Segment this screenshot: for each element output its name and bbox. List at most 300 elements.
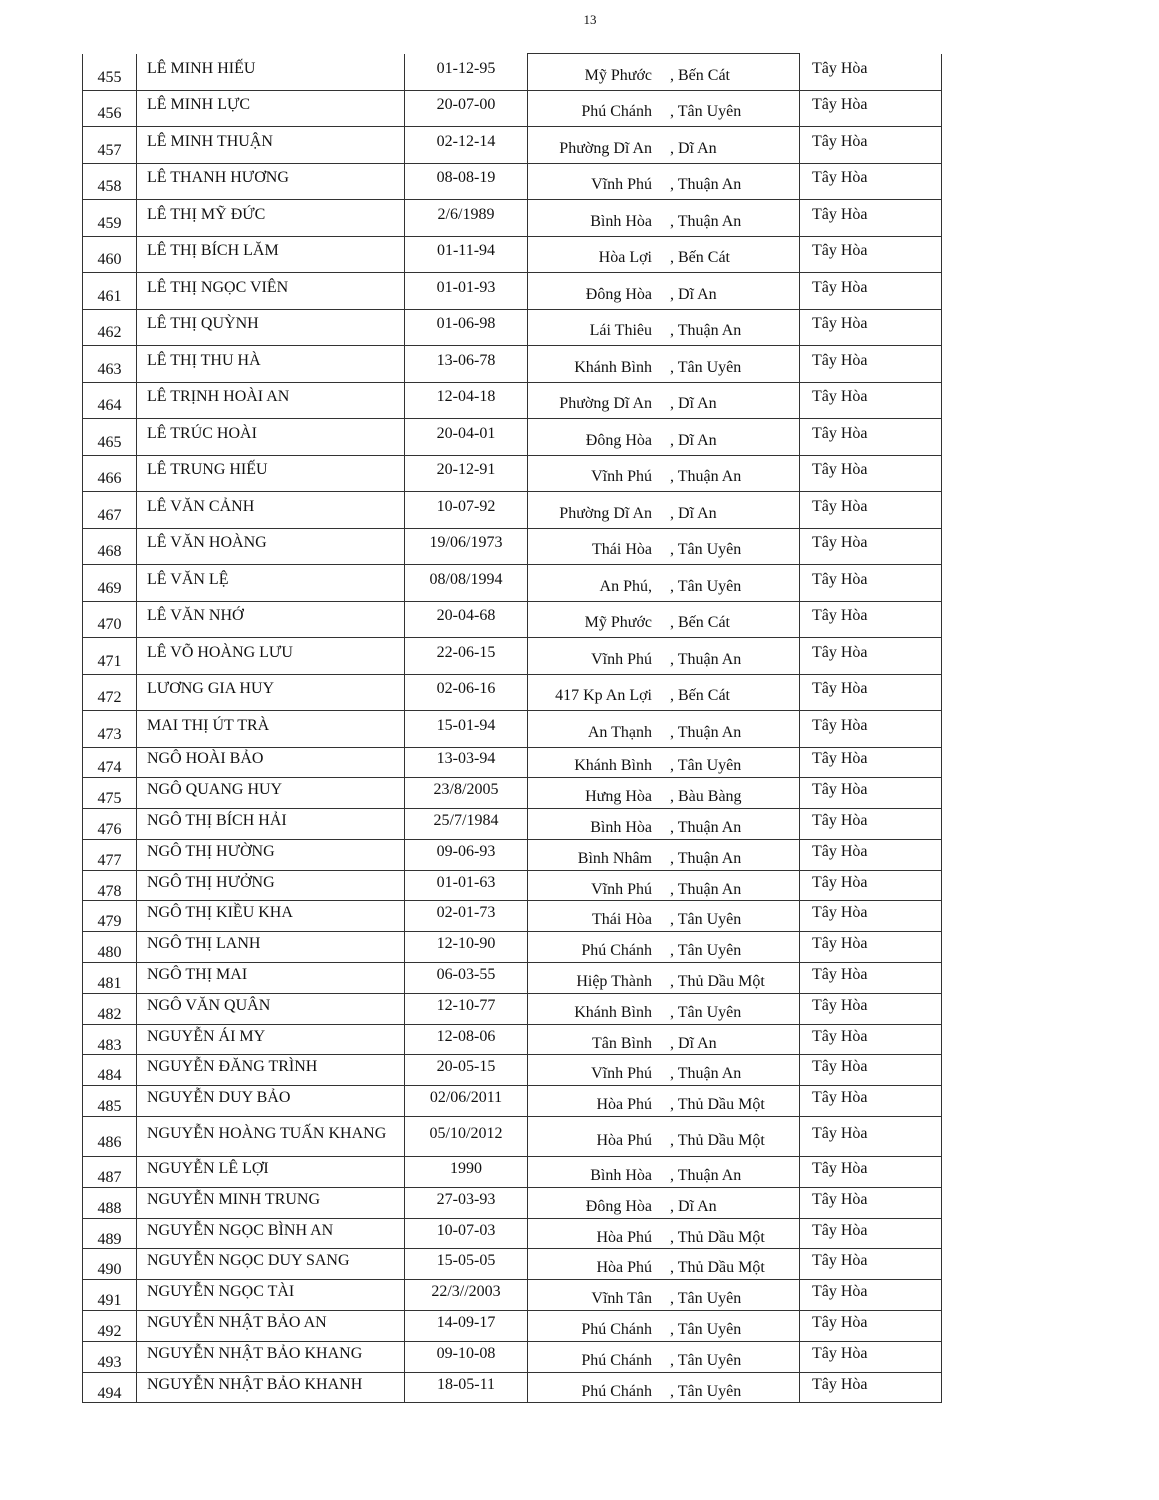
roster-table bbox=[82, 53, 942, 1403]
area-name: Tây Hòa bbox=[800, 163, 942, 200]
ward-name: Vĩnh Tân bbox=[591, 1290, 652, 1308]
date-of-birth: 27-03-93 bbox=[405, 1187, 528, 1218]
table-row bbox=[83, 200, 942, 237]
address-cell bbox=[528, 1157, 800, 1188]
area-name: Tây Hòa bbox=[800, 963, 942, 994]
address-cell bbox=[528, 747, 800, 778]
address-cell bbox=[528, 778, 800, 809]
address-cell bbox=[528, 309, 800, 346]
table-row bbox=[83, 638, 942, 675]
district-name: , Bàu Bàng bbox=[670, 788, 742, 806]
date-of-birth: 10-07-03 bbox=[405, 1218, 528, 1249]
table-row bbox=[83, 382, 942, 419]
full-name: LÊ VÕ HOÀNG LƯU bbox=[137, 638, 405, 675]
address-cell bbox=[528, 809, 800, 840]
page-number: 13 bbox=[583, 12, 597, 27]
address-cell bbox=[528, 273, 800, 310]
date-of-birth: 1990 bbox=[405, 1157, 528, 1188]
full-name: NGÔ THỊ HƯỞNG bbox=[137, 870, 405, 901]
address bbox=[528, 242, 799, 266]
row-number: 473 bbox=[83, 711, 137, 748]
full-name: LÊ VĂN HOÀNG bbox=[137, 528, 405, 565]
full-name: NGUYỄN LÊ LỢI bbox=[137, 1157, 405, 1188]
row-number: 486 bbox=[83, 1117, 137, 1157]
address-cell bbox=[528, 1024, 800, 1055]
district-name: , Tân Uyên bbox=[670, 1351, 742, 1369]
district-name: , Thủ Dầu Một bbox=[670, 1259, 765, 1277]
district-name: , Dĩ An bbox=[670, 431, 717, 449]
area-name: Tây Hòa bbox=[800, 127, 942, 164]
area-name: Tây Hòa bbox=[800, 492, 942, 529]
address-cell bbox=[528, 200, 800, 237]
table-row bbox=[83, 1311, 942, 1342]
address bbox=[528, 904, 799, 928]
table-row bbox=[83, 1341, 942, 1372]
address bbox=[528, 206, 799, 230]
full-name: LÊ THỊ QUỲNH bbox=[137, 309, 405, 346]
date-of-birth: 01-12-95 bbox=[405, 54, 528, 91]
table-row bbox=[83, 236, 942, 273]
district-name: , Bến Cát bbox=[670, 66, 730, 84]
area-name: Tây Hòa bbox=[800, 1055, 942, 1086]
full-name: NGÔ THỊ LANH bbox=[137, 932, 405, 963]
district-name: , Thủ Dầu Một bbox=[670, 1131, 765, 1149]
district-name: , Tân Uyên bbox=[670, 1003, 742, 1021]
row-number: 478 bbox=[83, 870, 137, 901]
address-cell bbox=[528, 1249, 800, 1280]
full-name: LÊ THANH HƯƠNG bbox=[137, 163, 405, 200]
area-name: Tây Hòa bbox=[800, 1117, 942, 1157]
district-name: , Bến Cát bbox=[670, 249, 730, 267]
address-cell bbox=[528, 382, 800, 419]
area-name: Tây Hòa bbox=[800, 1157, 942, 1188]
address bbox=[528, 1191, 799, 1215]
address bbox=[528, 1222, 799, 1246]
date-of-birth: 02/06/2011 bbox=[405, 1086, 528, 1117]
date-of-birth: 13-03-94 bbox=[405, 747, 528, 778]
address bbox=[528, 1058, 799, 1082]
address bbox=[528, 571, 799, 595]
area-name: Tây Hòa bbox=[800, 1341, 942, 1372]
ward-name: Vĩnh Phú bbox=[591, 468, 652, 486]
address-cell bbox=[528, 1117, 800, 1157]
date-of-birth: 01-06-98 bbox=[405, 309, 528, 346]
ward-name: Bình Nhâm bbox=[577, 849, 652, 867]
date-of-birth: 10-07-92 bbox=[405, 492, 528, 529]
address-cell bbox=[528, 1187, 800, 1218]
district-name: , Bến Cát bbox=[670, 687, 730, 705]
ward-name: Đông Hòa bbox=[585, 431, 652, 449]
table-row bbox=[83, 963, 942, 994]
date-of-birth: 01-01-63 bbox=[405, 870, 528, 901]
table-row bbox=[83, 901, 942, 932]
area-name: Tây Hòa bbox=[800, 1372, 942, 1403]
district-name: , Tân Uyên bbox=[670, 1290, 742, 1308]
full-name: NGUYỄN ĐĂNG TRÌNH bbox=[137, 1055, 405, 1086]
district-name: , Tân Uyên bbox=[670, 911, 742, 929]
table-row bbox=[83, 711, 942, 748]
ward-name: Mỹ Phước bbox=[584, 66, 652, 84]
address bbox=[528, 1089, 799, 1113]
ward-name: Hòa Phú bbox=[596, 1131, 652, 1149]
ward-name: Phường Dĩ An bbox=[559, 504, 652, 522]
row-number: 459 bbox=[83, 200, 137, 237]
date-of-birth: 02-12-14 bbox=[405, 127, 528, 164]
district-name: , Bến Cát bbox=[670, 614, 730, 632]
table-row bbox=[83, 455, 942, 492]
table-row bbox=[83, 309, 942, 346]
address-cell bbox=[528, 1341, 800, 1372]
date-of-birth: 06-03-55 bbox=[405, 963, 528, 994]
row-number: 470 bbox=[83, 601, 137, 638]
area-name: Tây Hòa bbox=[800, 870, 942, 901]
district-name: , Thủ Dầu Một bbox=[670, 972, 765, 990]
area-name: Tây Hòa bbox=[800, 1249, 942, 1280]
full-name: NGUYỄN NHẬT BẢO AN bbox=[137, 1311, 405, 1342]
ward-name: Vĩnh Phú bbox=[591, 880, 652, 898]
table-row bbox=[83, 492, 942, 529]
full-name: LÊ MINH THUẬN bbox=[137, 127, 405, 164]
date-of-birth: 01-01-93 bbox=[405, 273, 528, 310]
row-number: 479 bbox=[83, 901, 137, 932]
table-row bbox=[83, 1024, 942, 1055]
address-cell bbox=[528, 638, 800, 675]
full-name: NGUYỄN MINH TRUNG bbox=[137, 1187, 405, 1218]
date-of-birth: 13-06-78 bbox=[405, 346, 528, 383]
table-row bbox=[83, 1055, 942, 1086]
area-name: Tây Hòa bbox=[800, 1218, 942, 1249]
area-name: Tây Hòa bbox=[800, 638, 942, 675]
full-name: LÊ VĂN LỆ bbox=[137, 565, 405, 602]
address-cell bbox=[528, 674, 800, 711]
address bbox=[528, 680, 799, 704]
full-name: NGUYỄN NHẬT BẢO KHANH bbox=[137, 1372, 405, 1403]
full-name: LÊ THỊ MỸ ĐỨC bbox=[137, 200, 405, 237]
row-number: 492 bbox=[83, 1311, 137, 1342]
full-name: LÊ MINH LỰC bbox=[137, 90, 405, 127]
address bbox=[528, 874, 799, 898]
district-name: , Tân Uyên bbox=[670, 103, 742, 121]
date-of-birth: 01-11-94 bbox=[405, 236, 528, 273]
address-cell bbox=[528, 236, 800, 273]
area-name: Tây Hòa bbox=[800, 1086, 942, 1117]
full-name: MAI THỊ ÚT TRÀ bbox=[137, 711, 405, 748]
area-name: Tây Hòa bbox=[800, 1024, 942, 1055]
full-name: NGÔ THỊ HƯỜNG bbox=[137, 839, 405, 870]
row-number: 461 bbox=[83, 273, 137, 310]
area-name: Tây Hòa bbox=[800, 54, 942, 91]
row-number: 471 bbox=[83, 638, 137, 675]
ward-name: Hưng Hòa bbox=[585, 788, 652, 806]
address bbox=[528, 315, 799, 339]
ward-name: Đông Hòa bbox=[585, 1197, 652, 1215]
ward-name: Phú Chánh bbox=[581, 1351, 652, 1369]
row-number: 481 bbox=[83, 963, 137, 994]
table-row bbox=[83, 1187, 942, 1218]
address-cell bbox=[528, 492, 800, 529]
ward-name: 417 Kp An Lợi bbox=[555, 687, 652, 705]
district-name: , Tân Uyên bbox=[670, 942, 742, 960]
row-number: 460 bbox=[83, 236, 137, 273]
table-row bbox=[83, 1218, 942, 1249]
district-name: , Thuận An bbox=[670, 212, 742, 230]
address bbox=[528, 750, 799, 774]
full-name: LÊ MINH HIẾU bbox=[137, 54, 405, 91]
address-cell bbox=[528, 932, 800, 963]
ward-name: Hòa Phú bbox=[596, 1096, 652, 1114]
date-of-birth: 08/08/1994 bbox=[405, 565, 528, 602]
row-number: 487 bbox=[83, 1157, 137, 1188]
ward-name: Vĩnh Phú bbox=[591, 1065, 652, 1083]
row-number: 483 bbox=[83, 1024, 137, 1055]
area-name: Tây Hòa bbox=[800, 1187, 942, 1218]
address-cell bbox=[528, 1086, 800, 1117]
area-name: Tây Hòa bbox=[800, 273, 942, 310]
address-cell bbox=[528, 901, 800, 932]
ward-name: Tân Bình bbox=[592, 1034, 652, 1052]
ward-name: Hiệp Thành bbox=[576, 972, 652, 990]
address bbox=[528, 279, 799, 303]
date-of-birth: 15-05-05 bbox=[405, 1249, 528, 1280]
area-name: Tây Hòa bbox=[800, 711, 942, 748]
date-of-birth: 09-10-08 bbox=[405, 1341, 528, 1372]
address bbox=[528, 1028, 799, 1052]
full-name: NGÔ THỊ MAI bbox=[137, 963, 405, 994]
table-row bbox=[83, 54, 942, 91]
table-row bbox=[83, 90, 942, 127]
district-name: , Thuận An bbox=[670, 818, 742, 836]
ward-name: Hòa Phú bbox=[596, 1259, 652, 1277]
roster-body bbox=[83, 54, 942, 1403]
address bbox=[528, 935, 799, 959]
table-row bbox=[83, 1372, 942, 1403]
district-name: , Dĩ An bbox=[670, 139, 717, 157]
district-name: , Tân Uyên bbox=[670, 757, 742, 775]
address-cell bbox=[528, 419, 800, 456]
district-name: , Dĩ An bbox=[670, 1034, 717, 1052]
row-number: 458 bbox=[83, 163, 137, 200]
address-cell bbox=[528, 711, 800, 748]
date-of-birth: 12-10-90 bbox=[405, 932, 528, 963]
table-row bbox=[83, 674, 942, 711]
date-of-birth: 23/8/2005 bbox=[405, 778, 528, 809]
row-number: 493 bbox=[83, 1341, 137, 1372]
address-cell bbox=[528, 565, 800, 602]
area-name: Tây Hòa bbox=[800, 1311, 942, 1342]
date-of-birth: 09-06-93 bbox=[405, 839, 528, 870]
table-row bbox=[83, 273, 942, 310]
row-number: 491 bbox=[83, 1280, 137, 1311]
ward-name: Phú Chánh bbox=[581, 1382, 652, 1400]
table-row bbox=[83, 1117, 942, 1157]
district-name: , Thuận An bbox=[670, 1065, 742, 1083]
district-name: , Thủ Dầu Một bbox=[670, 1096, 765, 1114]
full-name: LÊ THỊ THU HÀ bbox=[137, 346, 405, 383]
address-cell bbox=[528, 1218, 800, 1249]
full-name: LƯƠNG GIA HUY bbox=[137, 674, 405, 711]
area-name: Tây Hòa bbox=[800, 455, 942, 492]
address bbox=[528, 96, 799, 120]
address bbox=[528, 461, 799, 485]
ward-name: Bình Hòa bbox=[590, 818, 652, 836]
row-number: 457 bbox=[83, 127, 137, 164]
district-name: , Thuận An bbox=[670, 650, 742, 668]
ward-name: An Thạnh bbox=[587, 723, 652, 741]
full-name: LÊ TRỊNH HOÀI AN bbox=[137, 382, 405, 419]
ward-name: Vĩnh Phú bbox=[591, 176, 652, 194]
row-number: 484 bbox=[83, 1055, 137, 1086]
address bbox=[528, 352, 799, 376]
address-cell bbox=[528, 870, 800, 901]
address bbox=[528, 644, 799, 668]
row-number: 466 bbox=[83, 455, 137, 492]
table-row bbox=[83, 163, 942, 200]
area-name: Tây Hòa bbox=[800, 346, 942, 383]
area-name: Tây Hòa bbox=[800, 528, 942, 565]
area-name: Tây Hòa bbox=[800, 839, 942, 870]
row-number: 472 bbox=[83, 674, 137, 711]
district-name: , Thủ Dầu Một bbox=[670, 1228, 765, 1246]
area-name: Tây Hòa bbox=[800, 90, 942, 127]
address bbox=[528, 498, 799, 522]
district-name: , Dĩ An bbox=[670, 504, 717, 522]
district-name: , Tân Uyên bbox=[670, 358, 742, 376]
table-row bbox=[83, 809, 942, 840]
address bbox=[528, 133, 799, 157]
row-number: 485 bbox=[83, 1086, 137, 1117]
date-of-birth: 08-08-19 bbox=[405, 163, 528, 200]
ward-name: Thái Hòa bbox=[592, 541, 652, 559]
ward-name: Bình Hòa bbox=[590, 1166, 652, 1184]
row-number: 469 bbox=[83, 565, 137, 602]
address bbox=[528, 1314, 799, 1338]
ward-name: Bình Hòa bbox=[590, 212, 652, 230]
address-cell bbox=[528, 839, 800, 870]
table-row bbox=[83, 747, 942, 778]
date-of-birth: 15-01-94 bbox=[405, 711, 528, 748]
ward-name: Khánh Bình bbox=[574, 358, 652, 376]
area-name: Tây Hòa bbox=[800, 901, 942, 932]
date-of-birth: 12-08-06 bbox=[405, 1024, 528, 1055]
address bbox=[528, 534, 799, 558]
ward-name: Phú Chánh bbox=[581, 942, 652, 960]
address bbox=[528, 997, 799, 1021]
district-name: , Thuận An bbox=[670, 1166, 742, 1184]
date-of-birth: 20-05-15 bbox=[405, 1055, 528, 1086]
row-number: 474 bbox=[83, 747, 137, 778]
address-cell bbox=[528, 90, 800, 127]
area-name: Tây Hòa bbox=[800, 993, 942, 1024]
full-name: NGUYỄN NGỌC TÀI bbox=[137, 1280, 405, 1311]
address bbox=[528, 1252, 799, 1276]
district-name: , Thuận An bbox=[670, 880, 742, 898]
table-row bbox=[83, 932, 942, 963]
full-name: NGUYỄN ÁI MY bbox=[137, 1024, 405, 1055]
table-row bbox=[83, 778, 942, 809]
row-number: 488 bbox=[83, 1187, 137, 1218]
row-number: 476 bbox=[83, 809, 137, 840]
table-row bbox=[83, 565, 942, 602]
full-name: LÊ TRUNG HIẾU bbox=[137, 455, 405, 492]
row-number: 489 bbox=[83, 1218, 137, 1249]
address-cell bbox=[528, 455, 800, 492]
district-name: , Thuận An bbox=[670, 849, 742, 867]
address-cell bbox=[528, 346, 800, 383]
table-row bbox=[83, 993, 942, 1024]
district-name: , Thuận An bbox=[670, 322, 742, 340]
date-of-birth: 20-04-68 bbox=[405, 601, 528, 638]
date-of-birth: 19/06/1973 bbox=[405, 528, 528, 565]
address-cell bbox=[528, 1311, 800, 1342]
ward-name: Vĩnh Phú bbox=[591, 650, 652, 668]
area-name: Tây Hòa bbox=[800, 778, 942, 809]
area-name: Tây Hòa bbox=[800, 382, 942, 419]
address-cell bbox=[528, 54, 800, 91]
address bbox=[528, 1160, 799, 1184]
ward-name: Phường Dĩ An bbox=[559, 395, 652, 413]
table-row bbox=[83, 601, 942, 638]
area-name: Tây Hòa bbox=[800, 932, 942, 963]
date-of-birth: 20-12-91 bbox=[405, 455, 528, 492]
table-row bbox=[83, 419, 942, 456]
row-number: 463 bbox=[83, 346, 137, 383]
full-name: NGUYỄN NGỌC DUY SANG bbox=[137, 1249, 405, 1280]
address-cell bbox=[528, 528, 800, 565]
address bbox=[528, 966, 799, 990]
address bbox=[528, 812, 799, 836]
area-name: Tây Hòa bbox=[800, 419, 942, 456]
row-number: 480 bbox=[83, 932, 137, 963]
district-name: , Dĩ An bbox=[670, 1197, 717, 1215]
row-number: 482 bbox=[83, 993, 137, 1024]
row-number: 468 bbox=[83, 528, 137, 565]
area-name: Tây Hòa bbox=[800, 674, 942, 711]
address-cell bbox=[528, 1280, 800, 1311]
address-cell bbox=[528, 993, 800, 1024]
full-name: NGÔ THỊ BÍCH HẢI bbox=[137, 809, 405, 840]
full-name: LÊ VĂN CẢNH bbox=[137, 492, 405, 529]
area-name: Tây Hòa bbox=[800, 565, 942, 602]
ward-name: Khánh Bình bbox=[574, 757, 652, 775]
date-of-birth: 2/6/1989 bbox=[405, 200, 528, 237]
area-name: Tây Hòa bbox=[800, 309, 942, 346]
row-number: 490 bbox=[83, 1249, 137, 1280]
address-cell bbox=[528, 963, 800, 994]
district-name: , Tân Uyên bbox=[670, 577, 742, 595]
full-name: NGUYỄN HOÀNG TUẤN KHANG bbox=[137, 1117, 405, 1157]
ward-name: Phú Chánh bbox=[581, 103, 652, 121]
address bbox=[528, 843, 799, 867]
address bbox=[528, 425, 799, 449]
row-number: 477 bbox=[83, 839, 137, 870]
district-name: , Thuận An bbox=[670, 723, 742, 741]
ward-name: Thái Hòa bbox=[592, 911, 652, 929]
full-name: LÊ TRÚC HOÀI bbox=[137, 419, 405, 456]
date-of-birth: 12-04-18 bbox=[405, 382, 528, 419]
date-of-birth: 20-04-01 bbox=[405, 419, 528, 456]
ward-name: An Phú, bbox=[599, 577, 652, 595]
district-name: , Dĩ An bbox=[670, 285, 717, 303]
full-name: NGUYỄN NHẬT BẢO KHANG bbox=[137, 1341, 405, 1372]
table-row bbox=[83, 1157, 942, 1188]
table-row bbox=[83, 127, 942, 164]
address bbox=[528, 1376, 799, 1400]
district-name: , Tân Uyên bbox=[670, 541, 742, 559]
table-row bbox=[83, 839, 942, 870]
address bbox=[528, 1345, 799, 1369]
row-number: 456 bbox=[83, 90, 137, 127]
full-name: NGUYỄN NGỌC BÌNH AN bbox=[137, 1218, 405, 1249]
